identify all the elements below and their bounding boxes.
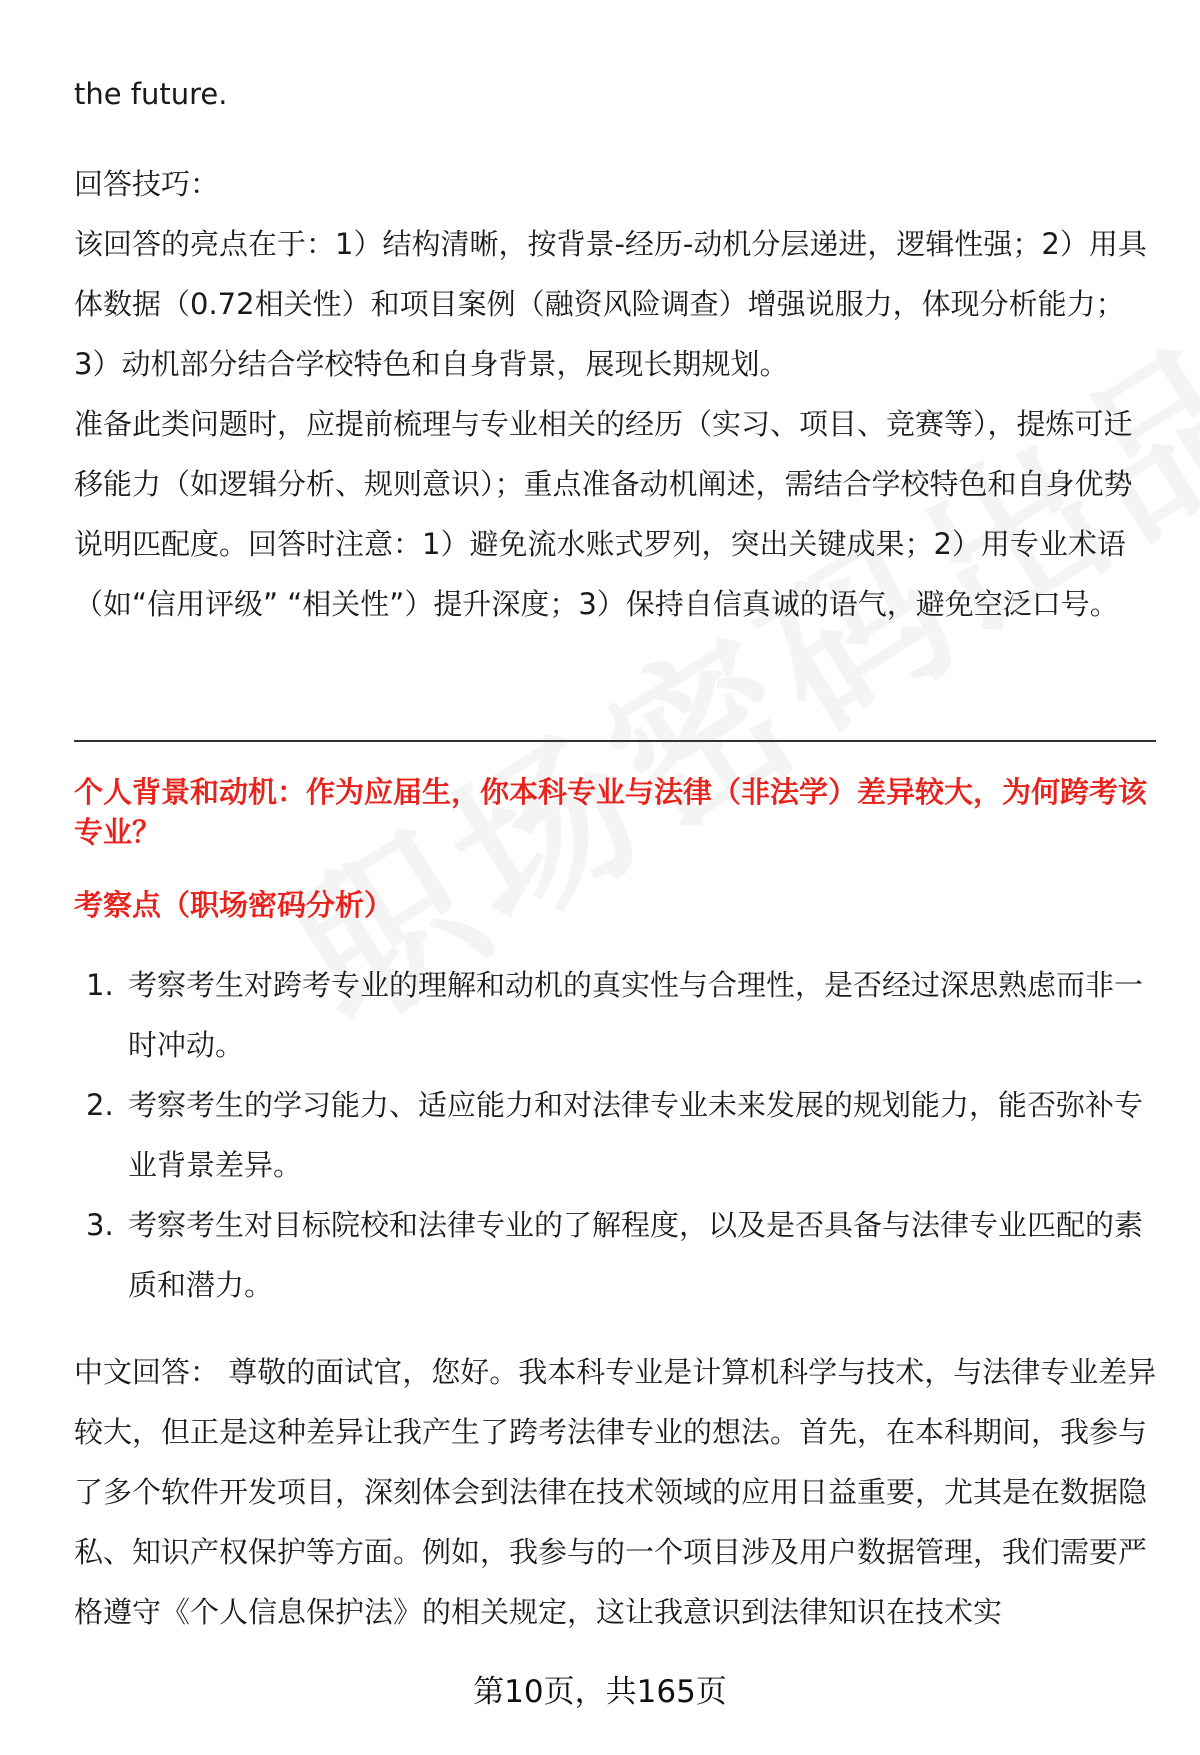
answer-text: 尊敬的面试官，您好。我本科专业是计算机科学与技术，与法律专业差异较大，但正是这种差异让我产生了跨考法律专业的想法。首先，在本科期间，我参与了多个软件开发项目，深刻体会到法律在技术领域的应用日益重要，尤其是在数据隐私、知识产权保护等方面。例如，我参与的一个项目涉及用户数据管理，我们需要严格遵守《个人信息保护法》的相关规定，这让我意识到法律知识在技术实 — [74, 1355, 1157, 1629]
list-item — [74, 955, 1159, 1075]
list-item-text: 考察考生对跨考专业的理解和动机的真实性与合理性，是否经过深思熟虑而非一时冲动。 — [128, 968, 1144, 1062]
previous-answer-tail: the future. — [74, 77, 228, 111]
exam-points-list — [74, 955, 1159, 1315]
tips-paragraph: 准备此类问题时，应提前梳理与专业相关的经历（实习、项目、竞赛等），提炼可迁移能力（如逻辑分析、规则意识）；重点准备动机阐述，需结合学校特色和自身优势说明匹配度。回答时注意：1）避免流水账式罗列，突出关键成果；2）用专业术语（如“信用评级” “相关性”）提升深度；3）保持自信真诚的语气，避免空泛口号。 — [74, 407, 1133, 621]
answer-label: 中文回答： — [74, 1355, 220, 1389]
list-item-number: 1. — [86, 968, 114, 1002]
question-title: 个人背景和动机：作为应届生，你本科专业与法律（非法学）差异较大，为何跨考该专业？ — [74, 775, 1148, 849]
chinese-answer — [74, 1342, 1164, 1642]
exam-points-title: 考察点（职场密码分析） — [74, 888, 394, 922]
list-item — [74, 1195, 1159, 1315]
list-item — [74, 1075, 1159, 1195]
tips-label: 回答技巧： — [74, 167, 220, 201]
page-number: 第10页，共165页 — [473, 1674, 727, 1710]
list-item-number: 2. — [86, 1088, 114, 1122]
list-item-text: 考察考生对目标院校和法律专业的了解程度，以及是否具备与法律专业匹配的素质和潜力。 — [128, 1208, 1144, 1302]
section-divider — [74, 740, 1156, 742]
tips-paragraph: 该回答的亮点在于：1）结构清晰，按背景-经历-动机分层递进，逻辑性强；2）用具体数据（0.72相关性）和项目案例（融资风险调查）增强说服力，体现分析能力；3）动机部分结合学校特色和自身背景，展现长期规划。 — [74, 227, 1147, 381]
list-item-number: 3. — [86, 1208, 114, 1242]
tips-body — [74, 214, 1154, 634]
list-item-text: 考察考生的学习能力、适应能力和对法律专业未来发展的规划能力，能否弥补专业背景差异。 — [128, 1088, 1144, 1182]
